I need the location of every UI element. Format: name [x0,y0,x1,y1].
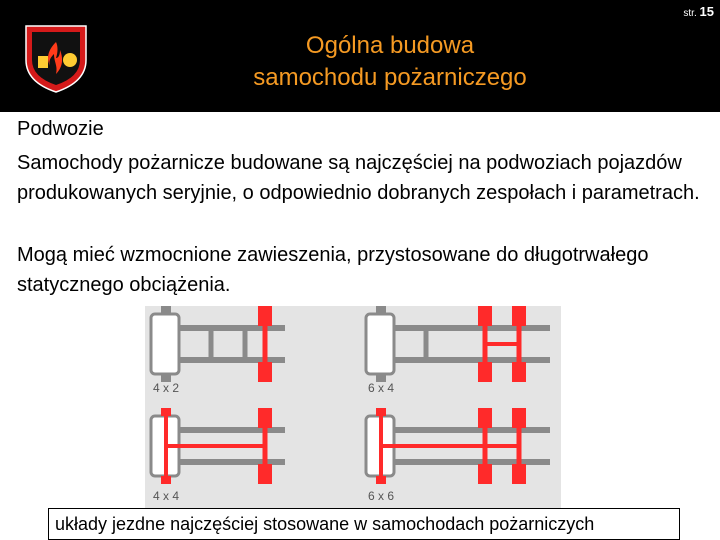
page-title [140,30,640,94]
config-6x4 [366,306,550,395]
bottom-strip [680,508,720,540]
title-line-1: Ogólna budowa [305,32,475,59]
diagram-caption: układy jezdne najczęściej stosowane w samochodach pożarniczych [55,514,595,534]
paragraph-2: Mogą mieć wzmocnione zawieszenia, przystosowane do długotrwałego statycznego obciążenia. [17,244,649,296]
title-line-2: samochodu pożarniczego [253,64,527,91]
label-6x6: 6 x 6 [368,489,395,503]
page-number-label: str. [683,8,697,19]
page-number [683,4,714,19]
label-6x4: 6 x 4 [368,381,395,395]
caption-box [48,508,680,540]
page-number-value: 15 [699,4,714,19]
paragraph-1: Samochody pożarnicze budowane są najczęściej na podwoziach pojazdów produkowanych seryjnie, o odpowiednio dobranych zespołach i parametrach. [17,152,700,204]
config-6x6 [366,408,550,503]
section-heading: Podwozie [17,118,104,140]
config-4x4 [151,408,285,503]
fire-brigade-logo [18,20,94,94]
drive-configurations-diagram [145,306,561,508]
label-4x4: 4 x 4 [153,489,180,503]
label-4x2: 4 x 2 [153,381,180,395]
config-4x2 [151,306,285,395]
